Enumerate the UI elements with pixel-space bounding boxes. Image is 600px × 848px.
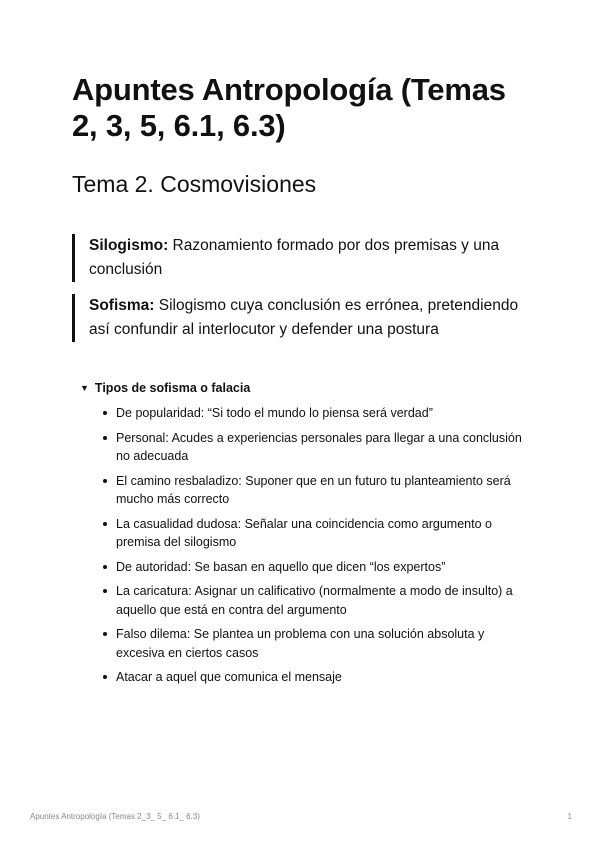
list-item: De autoridad: Se basan en aquello que dicen “los expertos” xyxy=(116,558,536,577)
list-item: La casualidad dudosa: Señalar una coincidencia como argumento o premisa del silogismo xyxy=(116,515,536,552)
page-number: 1 xyxy=(567,812,572,821)
callout-silogismo xyxy=(72,234,529,282)
list-item: De popularidad: “Si todo el mundo lo piensa será verdad” xyxy=(116,404,536,423)
page-title: Apuntes Antropología (Temas 2, 3, 5, 6.1, 6.3) xyxy=(72,72,506,143)
callout-text: Silogismo cuya conclusión es errónea, pretendiendo así confundir al interlocutor y defender una postura xyxy=(89,297,519,338)
list-item: Personal: Acudes a experiencias personales para llegar a una conclusión no adecuada xyxy=(116,429,536,466)
toggle-label: Tipos de sofisma o falacia xyxy=(94,381,251,395)
callout-sofisma xyxy=(72,294,529,342)
section-heading: Tema 2. Cosmovisiones xyxy=(72,171,317,197)
list-item: Falso dilema: Se plantea un problema con una solución absoluta y excesiva en ciertos casos xyxy=(116,625,536,662)
callout-term: Sofisma: xyxy=(89,297,155,314)
callout-term: Silogismo: xyxy=(89,237,169,254)
callout-text: Razonamiento formado por dos premisas y una conclusión xyxy=(89,237,500,278)
toggle-tipos-sofisma[interactable] xyxy=(80,379,250,397)
list-item: Atacar a aquel que comunica el mensaje xyxy=(116,668,536,687)
footer-title: Apuntes Antropología (Temas 2_3_ 5_ 6.1_ 6.3) xyxy=(30,812,200,821)
triangle-down-icon[interactable]: ▼ xyxy=(80,383,89,393)
list-item: La caricatura: Asignar un calificativo (normalmente a modo de insulto) a aquello que está en contra del argumento xyxy=(116,582,536,619)
list-item: El camino resbaladizo: Suponer que en un futuro tu planteamiento será mucho más correcto xyxy=(116,472,536,509)
fallacy-list xyxy=(116,404,536,693)
